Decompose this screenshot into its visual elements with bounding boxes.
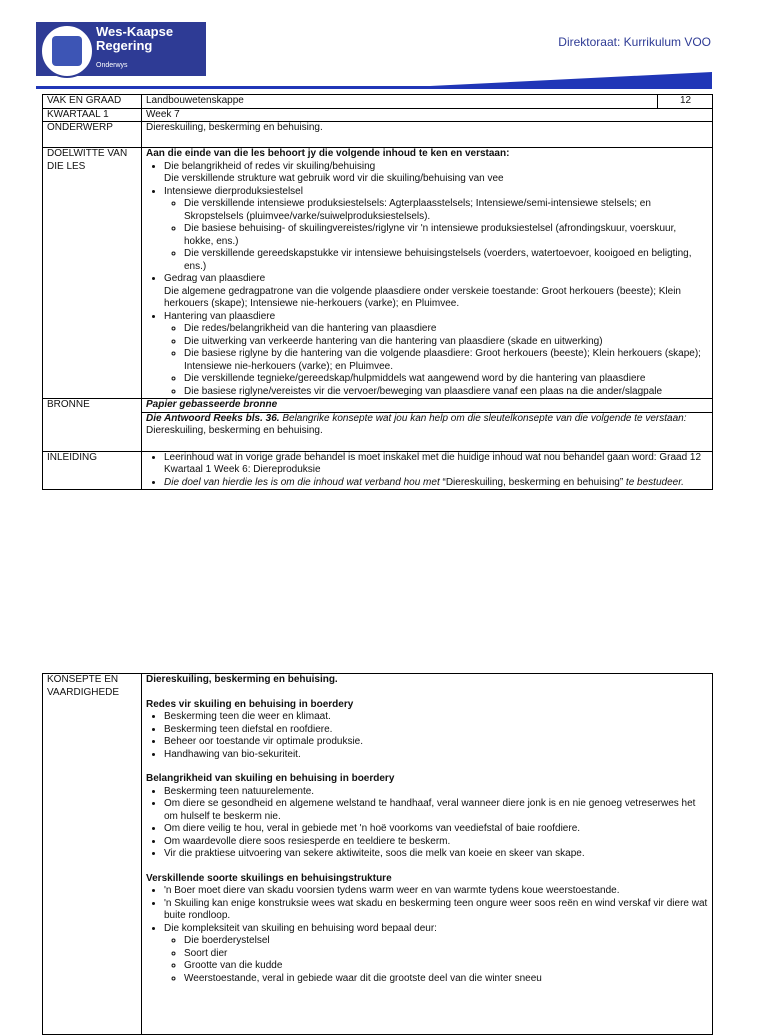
table-row — [43, 399, 713, 413]
row-label: DOELWITTE VAN DIE LES — [43, 148, 142, 399]
list-item: ◦ Grootte van die kudde — [184, 960, 708, 973]
coat-of-arms-icon — [40, 24, 94, 78]
table-row — [43, 108, 713, 122]
page-header — [0, 0, 768, 92]
table-row — [43, 674, 713, 1035]
list-item: ◦ Die redes/belangrikheid van die hantering van plaasdiere — [184, 323, 708, 336]
list-item: ◦ Soort dier — [184, 948, 708, 961]
subject-value: Landbouwetenskappe — [142, 95, 658, 109]
header-rule — [36, 86, 712, 89]
section-heading: Verskillende soorte skuilings en behuisingstrukture — [146, 872, 392, 884]
sources-heading: Papier gebasseerde bronne — [142, 399, 713, 413]
list-item: • Handhawing van bio-sekuriteit. — [164, 749, 708, 762]
quarter-value: Week 7 — [142, 108, 713, 122]
list-item: • Beskerming teen die weer en klimaat. — [164, 711, 708, 724]
list-item: • Beskerming teen natuurelemente. — [164, 786, 708, 799]
list-item: ◦ Die verskillende tegnieke/gereedskap/hulpmiddels wat aangewend word by die hantering van plaasdiere — [184, 373, 708, 386]
source-topic: Diereskuiling, beskerming en behuising. — [146, 425, 323, 436]
list-item: • 'n Boer moet diere van skadu voorsien tydens warm weer en van warmte tydens koue weerstoestande. — [164, 885, 708, 898]
list-item: • Om diere se gesondheid en algemene welstand te handhaaf, veral wanneer diere jonk is en nie genoeg vetreserwes het om hulself te beskerm nie. — [164, 798, 708, 823]
list-item: • Intensiewe dierproduksiestelsel ◦ Die verskillende intensiewe produksiestelsels: Agterplaasstelsels; Intensiewe/semi-intensiewe stelsels; en Skropstelsels (pluimvee/varke/suiwelproduksiestelsels). ◦ Die basiese behuising- of skuilingvereistes/riglyne vir 'n intensiewe produksiestelsel (afrondingskuur, voerskuur, hokke, ens.) ◦ Die verskillende gereedskapstukke vir intensiewe behuisingstelsels (voerders, watertoevoer, kooigoed en beligting, ens.) — [164, 186, 708, 274]
sources-cell — [142, 412, 713, 451]
list-item: ◦ Weerstoestande, veral in gebiede waar dit die grootste deel van die winter sneeu — [184, 973, 708, 986]
concepts-title: Diereskuiling, beskerming en behuising. — [146, 674, 338, 685]
grade-value: 12 — [658, 95, 713, 109]
list-item: • Om waardevolle diere soos resiesperde en teeldiere te beskerm. — [164, 836, 708, 849]
table-row — [43, 95, 713, 109]
list-item: ◦ Die basiese riglyne by die hantering van die volgende plaasdiere: Groot herkouers (beeste); Klein herkouers (skape); Intensiewe nie-herkouers (varke); en Pluimvee. — [184, 348, 708, 373]
org-name-line2: Regering — [96, 38, 153, 53]
list-item: • 'n Skuiling kan enige konstruksie wees wat skadu en beskerming teen ongure weer soos reën en wind verskaf vir diere wat buite rondloop. — [164, 898, 708, 923]
list-item: • Beheer oor toestande vir optimale produksie. — [164, 736, 708, 749]
list-item: • Die kompleksiteit van skuiling en behuising word bepaal deur: ◦ Die boerderystelsel ◦ Soort dier ◦ Grootte van die kudde ◦ Weerstoestande, veral in gebiede waar dit die grootste deel van die winter sneeu — [164, 923, 708, 986]
list-item: ◦ Die basiese riglyne/vereistes vir die vervoer/beweging van plaasdiere vanaf een plaas na die ander/slagpale — [184, 386, 708, 399]
concepts-table — [42, 673, 713, 1035]
list-item: • Die belangrikheid of redes vir skuiling/behuising Die verskillende strukture wat gebruik word vir die skuiling/behuising van vee — [164, 161, 708, 186]
table-row — [43, 412, 713, 451]
row-label: KONSEPTE EN VAARDIGHEDE — [43, 674, 142, 1035]
source-title: Die Antwoord Reeks bls. 36. — [146, 412, 280, 424]
list-item: • Leerinhoud wat in vorige grade behandel is moet inskakel met die huidige inhoud wat nou behandel gaan word: Graad 12 Kwartaal 1 Week 6: Diereproduksie — [164, 452, 708, 477]
list-item: ◦ Die uitwerking van verkeerde hantering van die hantering van plaasdiere (skade en uitwerking) — [184, 336, 708, 349]
lesson-table — [42, 94, 713, 490]
list-item: • Gedrag van plaasdiere Die algemene gedragpatrone van die volgende plaasdiere onder verskeie toestande: Groot herkouers (beeste); Klein herkouers (skape); Intensiewe nie-herkouers (varke); en Pluimvee. — [164, 273, 708, 311]
intro-cell — [142, 451, 713, 490]
list-item: ◦ Die boerderystelsel — [184, 935, 708, 948]
topic-value: Diereskuiling, beskerming en behuising. — [142, 122, 713, 148]
table-row — [43, 122, 713, 148]
org-subtitle: Onderwys — [96, 62, 128, 69]
section-heading: Redes vir skuiling en behuising in boerdery — [146, 698, 354, 710]
list-item: • Vir die praktiese uitvoering van sekere aktiwiteite, soos die melk van koeie en skeer van skape. — [164, 848, 708, 861]
list-item: • Beskerming teen diefstal en roofdiere. — [164, 724, 708, 737]
list-item: ◦ Die verskillende intensiewe produksiestelsels: Agterplaasstelsels; Intensiewe/semi-intensiewe stelsels; en Skropstelsels (pluimvee/varke/suiwelproduksiestelsels). — [184, 198, 708, 223]
concepts-cell — [142, 674, 713, 1035]
goals-cell — [142, 148, 713, 399]
source-description: Belangrike konsepte wat jou kan help om die sleutelkonsepte van die volgende te verstaan: — [279, 412, 687, 424]
directorate-title: Direktoraat: Kurrikulum VOO — [558, 35, 711, 49]
list-item: ◦ Die verskillende gereedskapstukke vir intensiewe behuisingstelsels (voerders, watertoevoer, kooigoed en beligting, ens.) — [184, 248, 708, 273]
row-label: ONDERWERP — [43, 122, 142, 148]
org-name-line1: Wes-Kaapse — [96, 24, 174, 39]
row-label: VAK EN GRAAD — [43, 95, 142, 109]
row-label: KWARTAAL 1 — [43, 108, 142, 122]
section-heading: Belangrikheid van skuiling en behuising in boerdery — [146, 773, 395, 784]
list-item: • Hantering van plaasdiere ◦ Die redes/belangrikheid van die hantering van plaasdiere ◦ Die uitwerking van verkeerde hantering van die hantering van plaasdiere (skade en uitwerking) ◦ Die basiese riglyne by die hantering van die volgende plaasdiere: Groot herkouers (beeste); Klein herkouers (skape); Intensiewe nie-herkouers (varke); en Pluimvee. ◦ Die verskillende tegnieke/gereedskap/hulpmiddels wat aangewend word by die hantering van plaasdiere ◦ Die basiese riglyne/vereistes vir die vervoer/beweging van plaasdiere vanaf een plaas na die ander/slagpale — [164, 311, 708, 399]
list-item: • Die doel van hierdie les is om die inhoud wat verband hou met “Diereskuiling, beskerming en behuising” te bestudeer. — [164, 477, 708, 490]
row-label: BRONNE — [43, 399, 142, 452]
list-item: ◦ Die basiese behuising- of skuilingvereistes/riglyne vir 'n intensiewe produksiestelsel (afrondingskuur, voerskuur, hokke, ens.) — [184, 223, 708, 248]
table-row — [43, 451, 713, 490]
list-item: • Om diere veilig te hou, veral in gebiede met 'n hoë voorkoms van veediefstal of baie roofdiere. — [164, 823, 708, 836]
table-row — [43, 148, 713, 399]
row-label: INLEIDING — [43, 451, 142, 490]
goals-intro: Aan die einde van die les behoort jy die volgende inhoud te ken en verstaan: — [146, 148, 510, 159]
header-accent-bar — [430, 72, 712, 86]
